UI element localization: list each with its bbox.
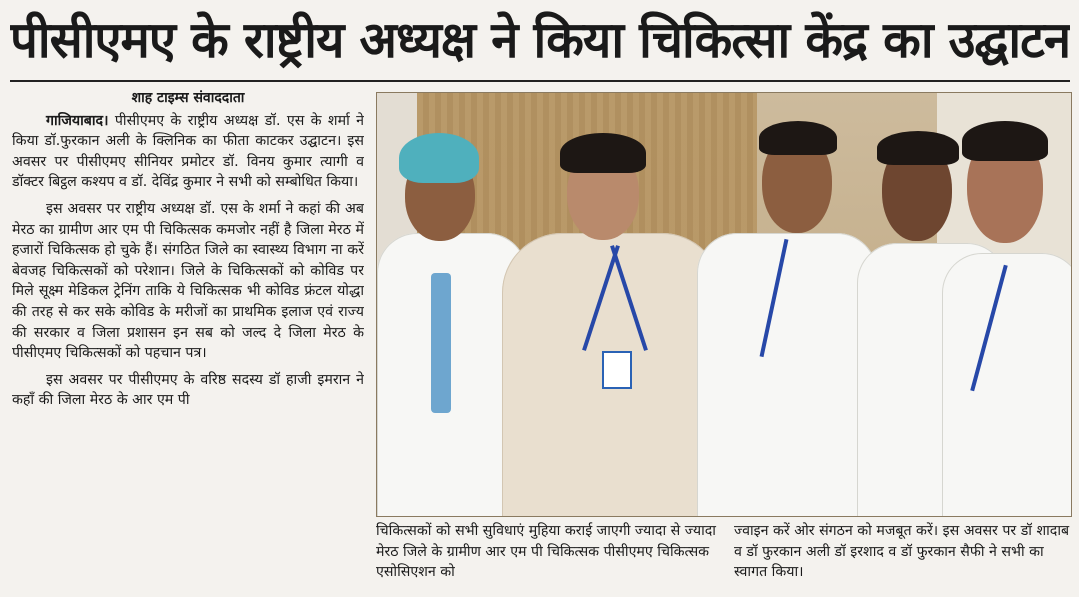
paragraph-1-text: पीसीएमए के राष्ट्रीय अध्यक्ष डॉ. एस के शर्मा ने किया डॉ.फुरकान अली के क्लिनिक का फीता काटकर उद्घाटन। इस अवसर पर पीसीएमए सीनियर प्रमोटर डॉ. विनय कुमार त्यागी व डॉक्टर बिट्ठल कश्यप व डॉ. देविंद्र कुमार ने सभी को सम्बोधित किया। (12, 112, 364, 191)
article-column-right (734, 521, 1070, 597)
headline-rule (10, 80, 1070, 82)
column-right-text: ज्वाइन करें ओर संगठन को मजबूत करें। इस अवसर पर डॉ शादाब व डॉ फुरकान अली डॉ इरशाद व डॉ फुरकान सैफी ने सभी का स्वागत किया। (734, 523, 1070, 581)
byline: शाह टाइम्स संवाददाता (131, 90, 245, 106)
news-photo (376, 92, 1072, 517)
column-middle-text: चिकित्सकों को सभी सुविधाएं मुहिया कराई जाएगी ज्यादा से ज्यादा मेरठ जिले के ग्रामीण आर एम पी चिकित्सक पीसीएमए चिकित्सक एसोसिएशन को (376, 523, 716, 581)
article-column-middle (376, 521, 720, 597)
paragraph-1 (12, 111, 364, 193)
paragraph-3: इस अवसर पर पीसीएमए के वरिष्ठ सदस्य डॉ हाजी इमरान ने कहाँ की जिला मेरठ के आर एम पी (12, 371, 364, 409)
article-column-left (12, 88, 364, 597)
dateline: गाजियाबाद। (46, 112, 109, 129)
headline: पीसीएमए के राष्ट्रीय अध्यक्ष ने किया चिकित्सा केंद्र का उद्घाटन (10, 11, 1070, 69)
paragraph-2: इस अवसर पर राष्ट्रीय अध्यक्ष डॉ. एस के शर्मा ने कहां की अब मेरठ का ग्रामीण आर एम पी चिकित्सक कमजोर नहीं है जिला मेरठ में हजारों चिकित्सक हो चुके हैं। संगठित जिले का स्वास्थ्य विभाग ना करें बेवजह चिकित्सकों को परेशान। जिले के चिकित्सकों को कोविड पर मिले सूक्ष्म मेडिकल ट्रेनिंग ताकि ये चिकित्सक भी कोविड फ्रंटल योद्धा की तरह से कर सके कोविड के मरीजों का प्राथमिक इलाज एवं राज्य की सरकार व जिला प्रशासन इन सब को जल्द दे जिला मेरठ के पीसीएमए चिकित्सकों को पहचान पत्र। (12, 200, 364, 362)
